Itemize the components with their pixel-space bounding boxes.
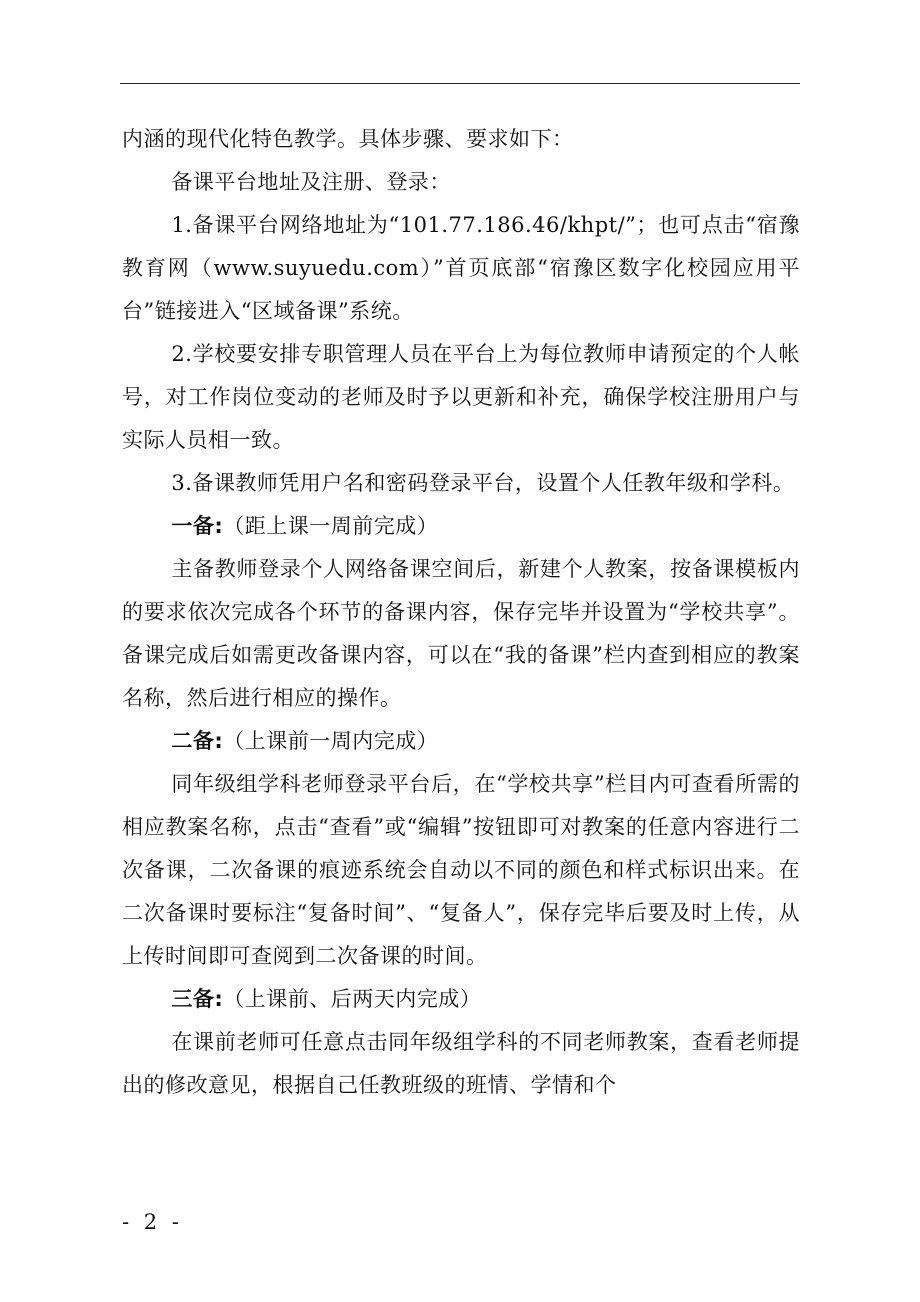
paragraph-second-prep: 同年级组学科老师登录平台后，在“学校共享”栏目内可查看所需的相应教案名称，点击“查看”或“编辑”按钮即可对教案的任意内容进行二次备课，二次备课的痕迹系统会自动以不同的颜色和样式标识出来。在二次备课时要标注“复备时间”、“复备人”，保存完毕后要及时上传，从上传时间即可查阅到二次备课的时间。 [122, 772, 800, 968]
paragraph-step-1: 1.备课平台网络地址为“101.77.186.46/khpt/”；也可点击“宿豫教育网（www.suyuedu.com）”首页底部“宿豫区数字化校园应用平台”链接进入“区域备课”系统。 [122, 213, 800, 323]
heading-label: 一备: [171, 514, 224, 538]
header-rule [120, 83, 800, 84]
heading-note: （距上课一周前完成） [223, 514, 439, 538]
paragraph-step-3: 3.备课教师凭用户名和密码登录平台，设置个人任教年级和学科。 [171, 471, 795, 495]
paragraph-step-2: 2.学校要安排专职管理人员在平台上为每位教师申请预定的个人帐号，对工作岗位变动的老师及时予以更新和补充，确保学校注册用户与实际人员相一致。 [122, 342, 800, 452]
heading-second-prep [122, 720, 800, 763]
paragraph-intro-continuation: 内涵的现代化特色教学。具体步骤、要求如下： [122, 127, 574, 151]
heading-label: 二备: [171, 729, 224, 753]
document-body [122, 118, 800, 1107]
heading-third-prep [122, 978, 800, 1021]
heading-first-prep [122, 505, 800, 548]
paragraph-platform-heading: 备课平台地址及注册、登录： [171, 170, 451, 194]
heading-note: （上课前、后两天内完成） [223, 987, 482, 1011]
heading-label: 三备: [171, 987, 224, 1011]
paragraph-third-prep: 在课前老师可任意点击同年级组学科的不同老师教案，查看老师提出的修改意见，根据自己任教班级的班情、学情和个 [122, 1030, 800, 1097]
paragraph-first-prep: 主备教师登录个人网络备课空间后，新建个人教案，按备课模板内的要求依次完成各个环节的备课内容，保存完毕并设置为“学校共享”。备课完成后如需更改备课内容，可以在“我的备课”栏内查到相应的教案名称，然后进行相应的操作。 [122, 557, 800, 710]
heading-note: （上课前一周内完成） [223, 729, 439, 753]
page-number: - 2 - [122, 1210, 183, 1234]
